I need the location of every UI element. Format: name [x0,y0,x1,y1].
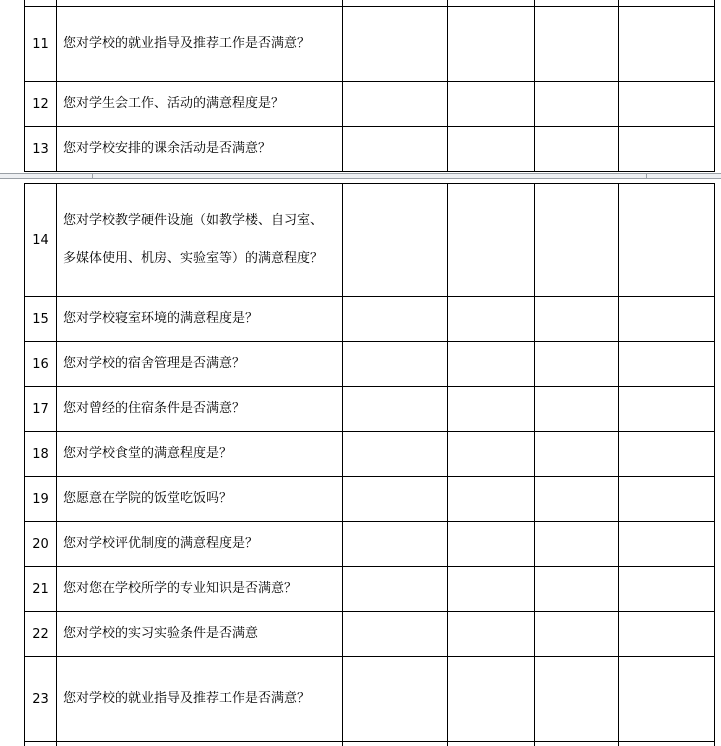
answer-cell[interactable] [619,522,715,567]
row-number: 13 [25,127,57,172]
row-number-cell [25,742,57,746]
answer-cell[interactable] [535,82,619,127]
answer-cell[interactable] [448,742,535,746]
answer-cell[interactable] [343,522,448,567]
row-number: 20 [25,522,57,567]
answer-cell[interactable] [619,342,715,387]
answer-cell[interactable] [535,657,619,742]
question-label: 您对学校评优制度的满意程度是？ [63,536,259,551]
row-number: 15 [25,297,57,342]
row-number: 19 [25,477,57,522]
question-label: 您对您在学校所学的专业知识是否满意？ [63,581,298,596]
answer-cell[interactable] [535,127,619,172]
question-label: 您对学校寝室环境的满意程度是？ [63,311,259,326]
row-number: 17 [25,387,57,432]
table-row [25,387,715,432]
answer-cell[interactable] [343,127,448,172]
survey-table-top [24,0,715,172]
answer-cell[interactable] [448,522,535,567]
question-text [57,82,343,127]
question-text [57,657,343,742]
answer-cell[interactable] [448,7,535,82]
question-label: 您愿意在学院的饭堂吃饭吗？ [63,491,233,506]
row-number: 22 [25,612,57,657]
answer-cell[interactable] [343,342,448,387]
table-row [25,432,715,477]
answer-cell[interactable] [619,657,715,742]
row-number: 21 [25,567,57,612]
answer-cell[interactable] [535,7,619,82]
question-text [57,127,343,172]
question-label: 您对学校的就业指导及推荐工作是否满意？ [63,36,311,51]
question-label: 您对学校安排的课余活动是否满意？ [63,141,272,156]
answer-cell[interactable] [448,342,535,387]
question-text [57,7,343,82]
question-text [57,297,343,342]
answer-cell[interactable] [343,184,448,297]
question-label: 您对学校食堂的满意程度是？ [63,446,233,461]
answer-cell[interactable] [343,567,448,612]
answer-cell[interactable] [448,612,535,657]
answer-cell[interactable] [343,7,448,82]
answer-cell[interactable] [343,742,448,746]
answer-cell[interactable] [343,432,448,477]
answer-cell[interactable] [343,387,448,432]
row-number: 11 [25,7,57,82]
answer-cell[interactable] [619,184,715,297]
row-number: 18 [25,432,57,477]
answer-cell[interactable] [535,432,619,477]
table-row [25,522,715,567]
question-label: 您对学校的宿舍管理是否满意？ [63,356,246,371]
answer-cell[interactable] [535,612,619,657]
question-label: 您对学校教学硬件设施（如教学楼、自习室、多媒体使用、机房、实验室等）的满意程度？ [63,213,324,266]
answer-cell[interactable] [343,657,448,742]
document-page-bottom [0,179,721,746]
row-number: 16 [25,342,57,387]
table-row [25,82,715,127]
question-label: 您对学校的就业指导及推荐工作是否满意？ [63,691,311,706]
document-page-top [0,0,721,173]
question-text [57,342,343,387]
question-text [57,567,343,612]
answer-cell[interactable] [619,82,715,127]
table-row [25,657,715,742]
answer-cell[interactable] [448,82,535,127]
table-row [25,7,715,82]
survey-table-bottom [24,183,715,746]
question-label: 您对学生会工作、活动的满意程度是？ [63,96,285,111]
answer-cell[interactable] [619,7,715,82]
answer-cell[interactable] [535,184,619,297]
answer-cell[interactable] [619,387,715,432]
question-text [57,432,343,477]
answer-cell[interactable] [448,127,535,172]
answer-cell[interactable] [448,657,535,742]
row-number: 14 [25,184,57,297]
question-label: 您对学校的实习实验条件是否满意 [63,626,259,641]
table-row [25,297,715,342]
table-row [25,567,715,612]
answer-cell[interactable] [619,432,715,477]
question-text [57,184,343,297]
answer-cell[interactable] [619,127,715,172]
answer-cell[interactable] [535,567,619,612]
answer-cell[interactable] [448,184,535,297]
answer-cell[interactable] [535,297,619,342]
answer-cell[interactable] [448,387,535,432]
answer-cell[interactable] [535,477,619,522]
question-text [57,612,343,657]
question-text [57,387,343,432]
answer-cell[interactable] [343,612,448,657]
table-row [25,342,715,387]
answer-cell[interactable] [619,477,715,522]
question-text [57,477,343,522]
row-number: 12 [25,82,57,127]
answer-cell[interactable] [535,522,619,567]
row-number: 23 [25,657,57,742]
answer-cell[interactable] [535,342,619,387]
table-row [25,184,715,297]
question-text [57,522,343,567]
answer-cell[interactable] [448,432,535,477]
table-row [25,477,715,522]
answer-cell[interactable] [448,477,535,522]
answer-cell[interactable] [343,477,448,522]
answer-cell[interactable] [619,297,715,342]
question-cell [57,742,343,746]
answer-cell[interactable] [448,297,535,342]
answer-cell[interactable] [619,742,715,746]
table-row [25,612,715,657]
answer-cell[interactable] [343,297,448,342]
table-row [25,742,715,746]
answer-cell[interactable] [619,612,715,657]
answer-cell[interactable] [535,742,619,746]
answer-cell[interactable] [619,567,715,612]
answer-cell[interactable] [535,387,619,432]
answer-cell[interactable] [343,82,448,127]
table-row [25,127,715,172]
question-label: 您对曾经的住宿条件是否满意？ [63,401,246,416]
answer-cell[interactable] [448,567,535,612]
